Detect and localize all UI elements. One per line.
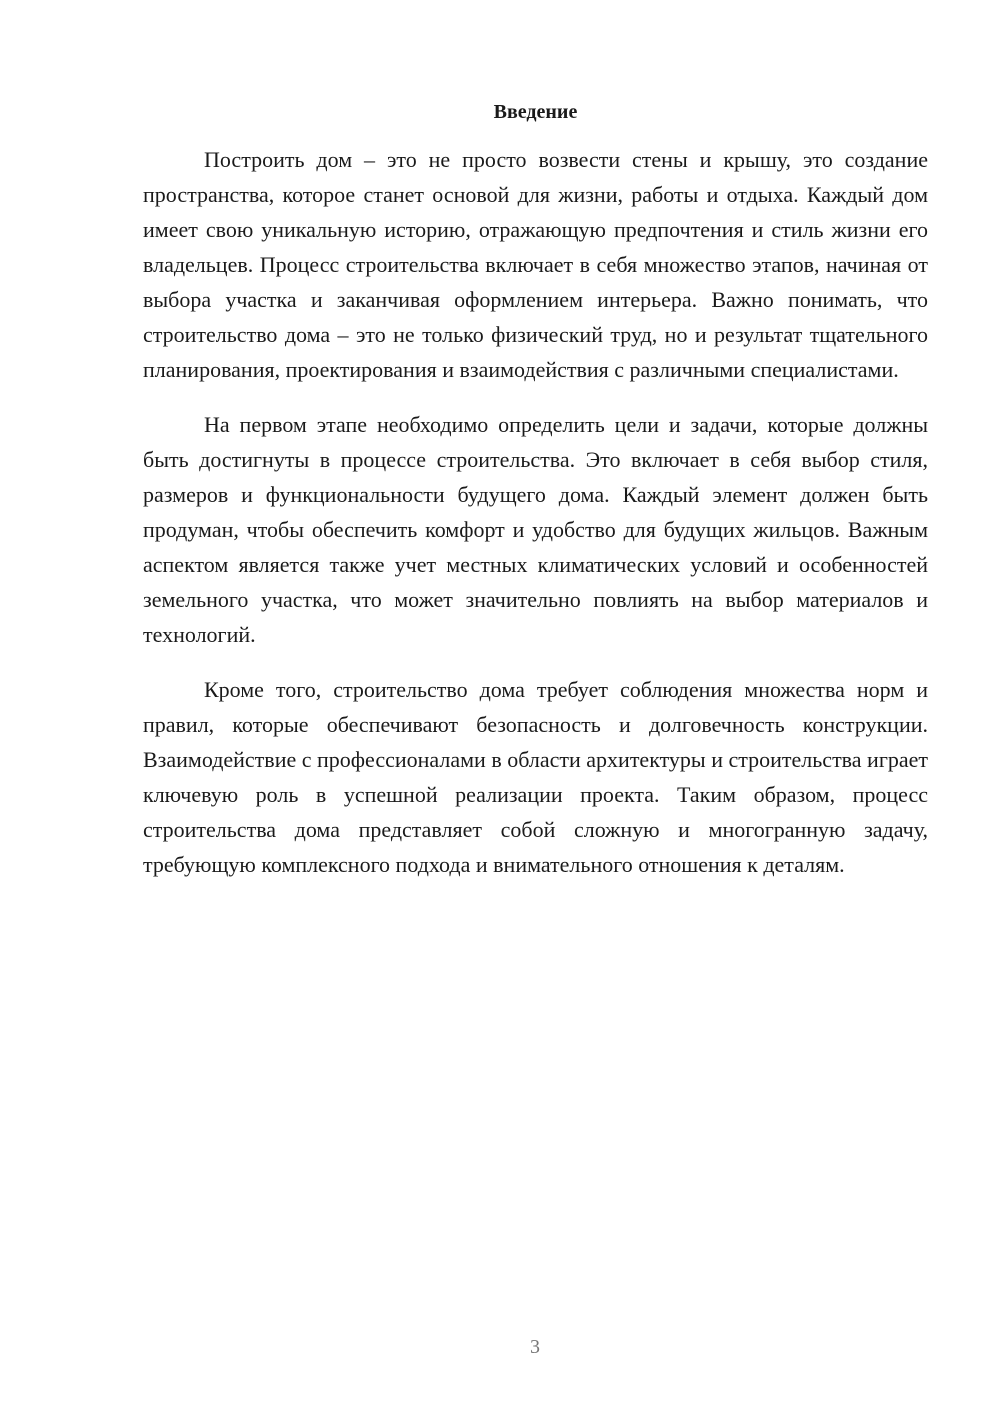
paragraph-1: Построить дом – это не просто возвести стены и крышу, это создание пространства, которое станет основой для жизни, работы и отдыха. Каждый дом имеет свою уникальную историю, отражающую предпочтения и стиль жизни его владельцев. Процесс строительства включает в себя множество этапов, начиная от выбора участка и заканчивая оформлением интерьера. Важно понимать, что строительство дома – это не только физический труд, но и результат тщательного планирования, проектирования и взаимодействия с различными специалистами.: [143, 147, 928, 382]
section-heading: Введение: [493, 101, 578, 123]
paragraph-3: Кроме того, строительство дома требует соблюдения множества норм и правил, которые обеспечивают безопасность и долговечность конструкции. Взаимодействие с профессионалами в области архитектуры и строительства играет ключевую роль в успешной реализации проекта. Таким образом, процесс строительства дома представляет собой сложную и многогранную задачу, требующую комплексного подхода и внимательного отношения к деталям.: [143, 677, 928, 877]
body-text: [143, 142, 928, 902]
page-number: 3: [530, 1336, 540, 1358]
paragraph-2: На первом этапе необходимо определить цели и задачи, которые должны быть достигнуты в процессе строительства. Это включает в себя выбор стиля, размеров и функциональности будущего дома. Каждый элемент должен быть продуман, чтобы обеспечить комфорт и удобство для будущих жильцов. Важным аспектом является также учет местных климатических условий и особенностей земельного участка, что может значительно повлиять на выбор материалов и технологий.: [143, 412, 928, 647]
